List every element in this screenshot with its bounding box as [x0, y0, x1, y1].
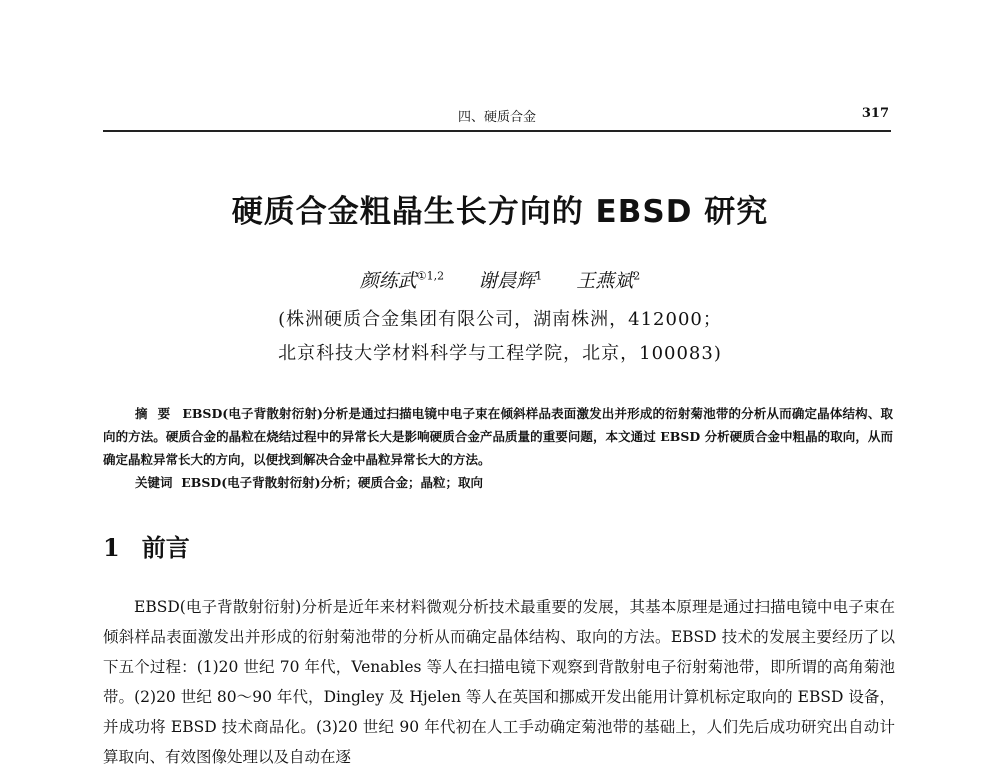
- abstract-label: 摘要: [135, 406, 181, 421]
- author-2-affil-mark: 1: [535, 269, 543, 283]
- keywords-line: [135, 471, 893, 494]
- author-3: [576, 270, 640, 292]
- paper-title: 硬质合金粗晶生长方向的 EBSD 研究: [231, 194, 769, 230]
- author-1-name: 颜练武: [359, 270, 417, 292]
- author-2-name: 谢晨辉: [478, 270, 536, 292]
- header-section: 四、硬质合金: [457, 110, 536, 125]
- author-2: [478, 270, 542, 292]
- body-text: [103, 592, 895, 772]
- author-3-affil-mark: 2: [633, 269, 641, 283]
- body-paragraph: EBSD(电子背散射衍射)分析是近年来材料微观分析技术最重要的发展，其基本原理是通过扫描电镜中电子束在倾斜样品表面激发出并形成的衍射菊池带的分析从而确定晶体结构、取向的方法。EBSD 技术的发展主要经历了以下五个过程：(1)20 世纪 70 年代，Venables 等人在扫描电镜下观察到背散射电子衍射菊池带，即所谓的高角菊池带。(2)20 世纪 80～90 年代，Dingley 及 Hjelen 等人在英国和挪威开发出能用计算机标定取向的 EBSD 设备，并成功将 EBSD 技术商品化。(3)20 世纪 90 年代初在人工手动确定菊池带的基础上，人们先后成功研究出自动计算取向、有效图像处理以及自动在逐: [103, 598, 895, 766]
- abstract-paragraph: [103, 402, 893, 471]
- abstract-block: [103, 402, 893, 494]
- author-list: [0, 266, 1000, 293]
- author-1: [360, 270, 444, 292]
- section-heading: [103, 528, 190, 563]
- affiliation-2: 北京科技大学材料科学与工程学院，北京，100083): [278, 343, 722, 364]
- section-title: 前言: [141, 533, 190, 562]
- section-number: 1: [103, 533, 120, 562]
- running-header: [103, 104, 891, 132]
- keywords-label: 关键词: [135, 475, 173, 490]
- page-number: 317: [861, 106, 889, 121]
- author-1-affil-mark: ①1,2: [416, 269, 445, 283]
- author-3-name: 王燕斌: [576, 270, 634, 292]
- keywords-text: EBSD(电子背散射衍射)分析；硬质合金；晶粒；取向: [181, 475, 484, 490]
- abstract-text: EBSD(电子背散射衍射)分析是通过扫描电镜中电子束在倾斜样品表面激发出并形成的衍射菊池带的分析从而确定晶体结构、取向的方法。硬质合金的晶粒在烧结过程中的异常长大是影响硬质合金产品质量的重要问题，本文通过 EBSD 分析硬质合金中粗晶的取向，从而确定晶粒异常长大的方向，以便找到解决合金中晶粒异常长大的方法。: [103, 406, 893, 467]
- affiliation-1: (株洲硬质合金集团有限公司，湖南株洲，412000；: [278, 309, 722, 330]
